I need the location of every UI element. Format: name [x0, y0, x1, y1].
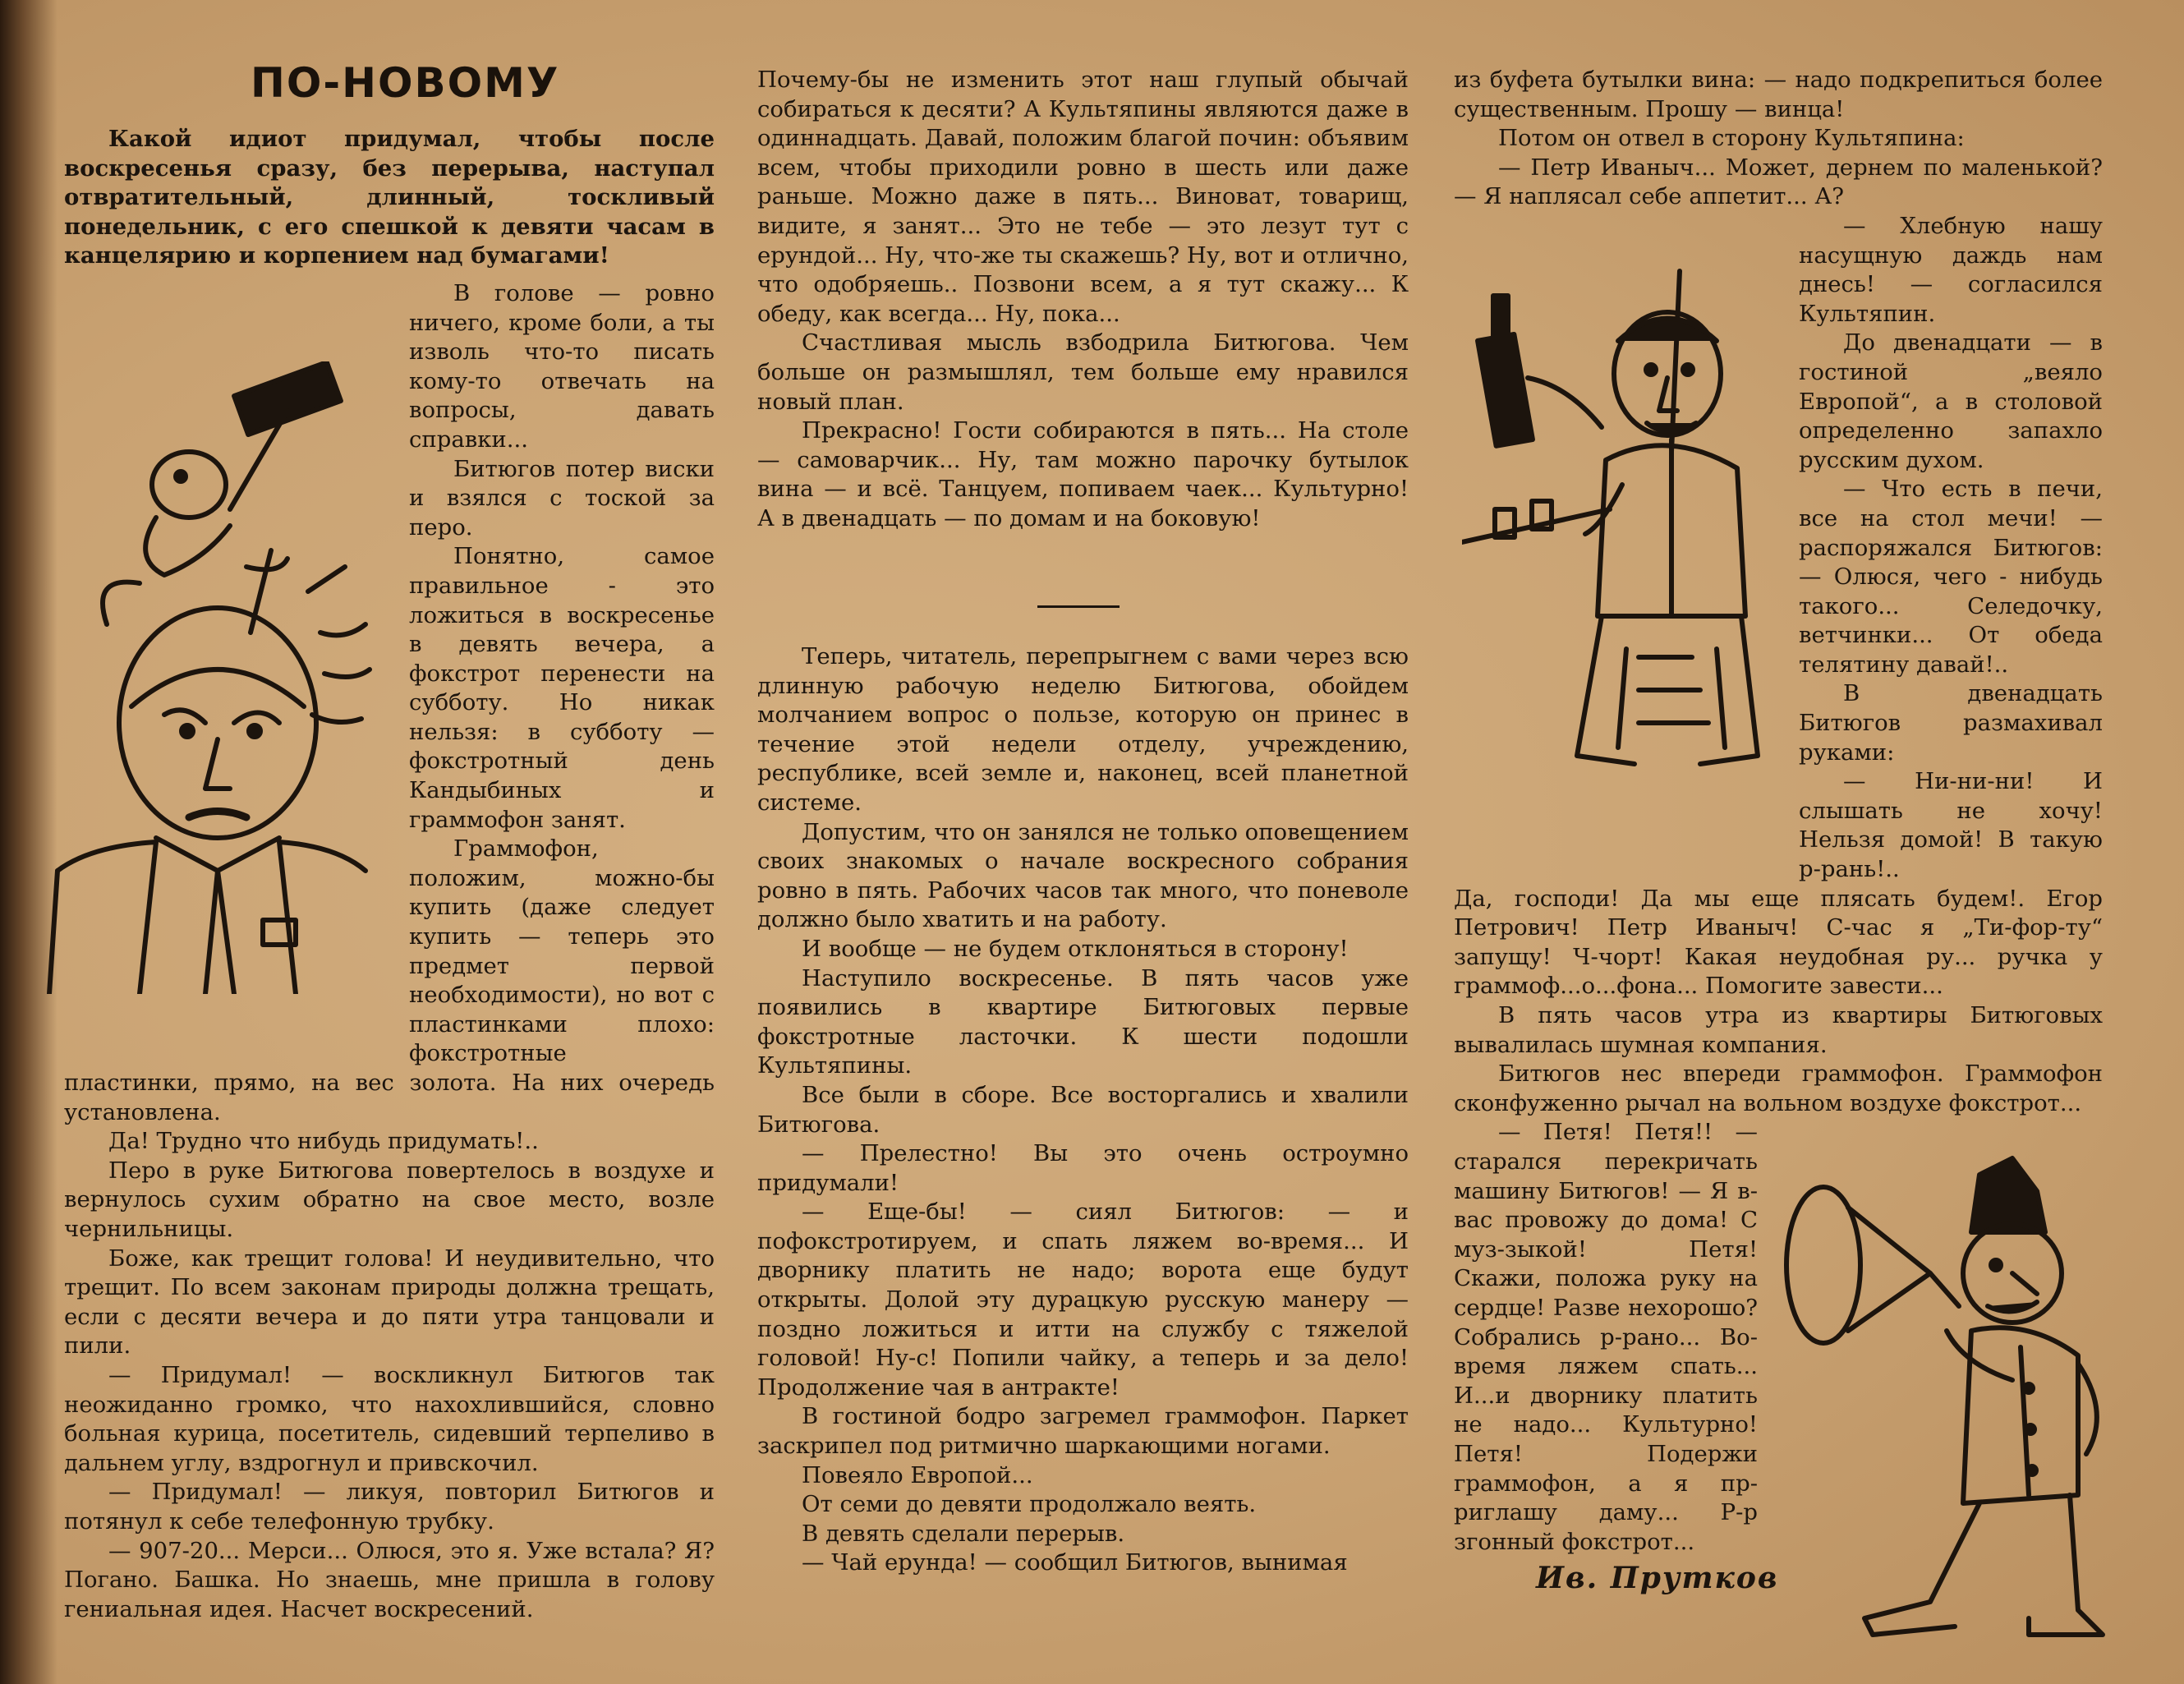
paragraph: Битюгов нес впереди граммофон. Граммофон сконфуженно рычал на вольном воздухе фокстрот... [1454, 1061, 2103, 1116]
paragraph: из буфета бутылки вина: — надо подкрепиться более существенным. Прошу — винца! [1454, 67, 2103, 122]
bottle-man-illustration [1462, 263, 1791, 789]
bottle-icon [1478, 334, 1533, 446]
gramophone-icon [1786, 1187, 1959, 1343]
gramophone-man-illustration [1766, 1142, 2119, 1651]
article-title: ПО-НОВОМУ [251, 59, 560, 107]
paragraph: Потом он отвел в сторону Культяпина: [1498, 125, 1965, 152]
paragraph: В голове — ровно ничего, кроме боли, а ты изволь что-то писать кому-то отвечать на вопросы, давать справки... [409, 279, 715, 453]
paragraph: Битюгов потер виски и взялся с тоской за перо. [409, 455, 715, 541]
paragraph: Допустим, что он занялся не только оповещением своих знакомых о начале воскресного собрания ровно в пять. Рабочих часов так много, что поневоле должно было хватить и на работу. [757, 818, 1409, 933]
paragraph: В девять сделали перерыв. [802, 1520, 1125, 1547]
column-2-lower [757, 642, 1409, 1578]
paragraph: В двенадцать Битюгов размахивал руками: [1799, 680, 2103, 766]
headache-man-illustration [41, 361, 386, 994]
column-1-wrap [409, 279, 715, 1069]
paragraph: Все были в сборе. Все восторгались и хвалили Битюгова. [757, 1081, 1409, 1138]
paragraph: Прекрасно! Гости собираются в пять... На столе — самоварчик... Ну, там можно парочку бутылок вина — и всё. Танцуем, попиваем чаек... Культурно! А в двенадцать — по домам и на боковую! [757, 417, 1409, 531]
paragraph: Наступило воскресенье. В пять часов уже появились в квартире Битюговых первые фокстротные ласточки. К шести подошли Культяпины. [757, 964, 1409, 1079]
paragraph: — Придумал! — ликуя, повторил Битюгов и потянул к себе телефонную трубку. [64, 1479, 715, 1534]
paragraph: Теперь, читатель, перепрыгнем с вами через всю длинную рабочую неделю Битюгова, обойдем молчанием вопрос о пользе, которую он принес в течение этой недели отделу, учреждению, республике, всей земле и, наконец, всей планетной системе. [757, 643, 1409, 816]
paragraph: В пять часов утра из квартиры Битюговых вывалилась шумная компания. [1454, 1002, 2103, 1058]
paragraph: — 907-20... Мерси... Олюся, это я. Уже встала? Я? Погано. Башка. Но знаешь, мне пришла в голову гениальная идея. Насчет воскресений. [64, 1537, 715, 1622]
paragraph: — Прелестно! Вы это очень остроумно придумали! [757, 1140, 1409, 1196]
paragraph: От семи до девяти продолжало веять. [802, 1491, 1257, 1518]
paragraph: Повеяло Европой... [802, 1461, 1033, 1488]
column-3-wrap-2 [1454, 1118, 1758, 1557]
paragraph: — Ни-ни-ни! И слышать не хочу! Нельзя домой! В такую р-рань!.. [1799, 768, 2103, 883]
paragraph: — Чай ерунда! — сообщил Битюгов, вынимая [802, 1549, 1348, 1576]
paragraph: Понятно, самое правильное - это ложиться в воскресенье в девять вечера, а фокстрот перенести на субботу. Но никак нельзя: в субботу — фокстротный день Кандыбиных и граммофон занят. [409, 543, 715, 833]
hammer-icon [234, 362, 341, 435]
column-3-wrap [1799, 212, 2103, 885]
paragraph: Перо в руке Битюгова повертелось в воздухе и вернулось сухим обратно на свое место, возле чернильницы. [64, 1157, 715, 1242]
section-divider [1037, 605, 1120, 608]
paragraph: — Петр Иваныч... Может, дернем по маленькой? — Я наплясал себе аппетит... А? [1454, 154, 2103, 210]
paragraph: — Петя! Петя!! — старался перекричать машину Битюгов! — Я в-вас провожу до дома! С муз-зыкой! Петя! Скажи, положа руку на сердце! Разве нехорошо? Собрались р-рано... Во-время ляжем спать... И...и дворнику платить не надо... Культурно! Петя! Подержи граммофон, а я пр-риглашу даму... Р-р згонный фокстрот... [1454, 1119, 1758, 1555]
paragraph: И вообще — не будем отклоняться в сторону! [802, 935, 1349, 962]
paragraph: — Хлебную нашу насущную даждь нам днесь! — согласился Культяпин. [1799, 212, 2103, 327]
paragraph: В гостиной бодро загремел граммофон. Паркет заскрипел под ритмично шаркающими ногами. [757, 1403, 1409, 1460]
paragraph: Да, господи! Да мы еще плясать будем!. Егор Петрович! Петр Иваныч! С-час я „Ти-фор-ту“ запущу! Ч-чорт! Какая неудобная ру... ручка у граммоф...о...фона... Помогите завести... [1454, 885, 2103, 1000]
paragraph: До двенадцати — в гостиной „веяло Европой“, а в столовой определенно запахло русским духом. [1799, 329, 2103, 473]
article-lead: Какой идиот придумал, чтобы после воскресенья сразу, без перерыва, наступал отвратительный, длинный, тоскливый понедельник, с его спешкой к девяти часам в канцелярию и корпением над бумагами! [64, 126, 715, 269]
column-2 [757, 66, 1409, 534]
paragraph: — Придумал! — воскликнул Битюгов так неожиданно громко, что нахохлившийся, словно больная курица, посетитель, сидевший терпеливо в дальнем углу, вздрогнул и привскочил. [64, 1361, 715, 1476]
paragraph: Боже, как трещит голова! И неудивительно, что трещит. По всем законам природы должна трещать, если с десяти вечера и до пяти утра танцовали и пили. [64, 1245, 715, 1360]
author-signature: Ив. Прутков [1536, 1561, 1779, 1595]
paragraph: — Что есть в печи, все на стол мечи! — распоряжался Битюгов: — Олюся, чего - нибудь такого... Селедочку, ветчинки... От обеда телятину давай!.. [1799, 476, 2103, 678]
paragraph: пластинки, прямо, на вес золота. На них очередь установлена. [64, 1070, 715, 1125]
paragraph: Граммофон, положим, можно-бы купить (даже следует купить — теперь это предмет первой необходимости), но вот с пластинками плохо: фокстротные [409, 835, 715, 1067]
paragraph: Счастливая мысль взбодрила Битюгова. Чем больше он размышлял, тем больше ему нравился новый план. [757, 329, 1409, 415]
paragraph: Почему-бы не изменить этот наш глупый обычай собираться к десяти? А Культяпины являются даже в одиннадцать. Давай, положим благой почин: объявим всем, чтобы приходили ровно в шесть или даже раньше. Можно даже в пять... Виноват, товарищ, видите, я занят... Это не тебе — это лезут тут с ерундой... Ну, что-же ты скажешь? Ну, вот и отлично, что одобряешь.. Позвони всем, а я тут скажу... К обеду, как всегда... Ну, пока... [757, 67, 1409, 327]
paragraph: Да! Трудно что нибудь придумать!.. [108, 1128, 539, 1155]
paragraph: — Еще-бы! — сиял Битюгов: — и пофокстротируем, и спать ляжем во-время... И дворнику платить не надо; ворота еще будут открыты. Долой эту дурацкую русскую манеру — поздно ложиться и итти на службу с тяжелой головой! Ну-с! Попили чайку, а теперь и за дело! Продолжение чая в антракте! [757, 1199, 1409, 1401]
